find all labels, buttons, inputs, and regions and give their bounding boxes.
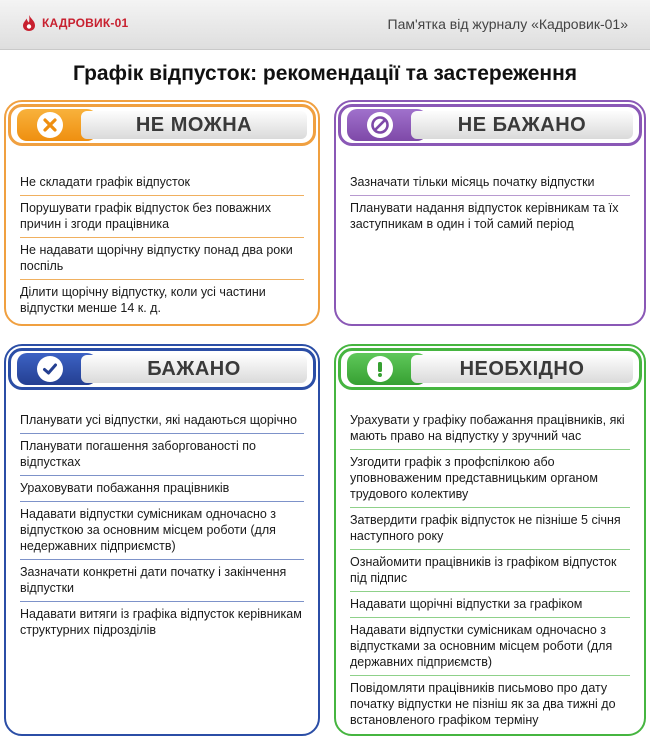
brand-name: КАДРОВИК-01 — [42, 16, 129, 30]
list-item: Ураховувати побажання працівників — [20, 476, 304, 502]
panel-forbidden-title: НЕ МОЖНА — [135, 113, 253, 136]
list-item: Надавати щорічні відпустки за графіком — [350, 592, 630, 618]
flame-logo-icon — [22, 14, 36, 32]
list-item: Надавати витяги із графіка відпусток керівникам структурних підрозділів — [20, 607, 302, 637]
journal-note: Пам'ятка від журналу «Кадровик-01» — [387, 16, 628, 32]
header-bar — [0, 0, 650, 50]
panel-required-header — [338, 348, 642, 390]
brand-logo — [22, 14, 128, 32]
list-item: Не надавати щорічну відпустку понад два роки поспіль — [20, 238, 304, 280]
list-item: Узгодити графік з профспілкою або уповноваженим представницьким органом трудового колективу — [350, 450, 630, 508]
cross-icon — [41, 116, 59, 134]
list-item: Ділити щорічну відпустку, коли усі частини відпустки менше 14 к. д. — [20, 285, 266, 315]
panel-desirable — [4, 344, 320, 736]
list-item: Урахувати у графіку побажання працівників, які мають право на відпустку у зручний час — [350, 408, 630, 450]
list-item: Планувати надання відпусток керівникам та їх заступникам в один і той самий період — [350, 201, 619, 231]
prohibited-icon — [370, 115, 390, 135]
checkmark-icon — [41, 360, 59, 378]
exclamation-icon — [371, 360, 389, 378]
list-item: Не складати графік відпусток — [20, 170, 304, 196]
panel-desirable-list — [20, 408, 304, 643]
panel-forbidden-header — [8, 104, 316, 146]
list-item: Повідомляти працівників письмово про дату початку відпустки не пізніш як за два тижні до встановленого графіком терміну — [350, 681, 616, 727]
panel-required — [334, 344, 646, 736]
panel-undesirable-title: НЕ БАЖАНО — [457, 113, 587, 136]
list-item: Надавати відпустки сумісникам одночасно з відпустками за основним місцем роботи (для державних підприємств) — [350, 618, 630, 676]
panel-undesirable-header — [338, 104, 642, 146]
panel-desirable-header — [8, 348, 316, 390]
panel-desirable-title: БАЖАНО — [147, 357, 241, 380]
panel-forbidden-list — [20, 170, 304, 321]
page-title: Графік відпусток: рекомендації та застереження — [72, 62, 578, 85]
panel-undesirable — [334, 100, 646, 326]
list-item: Порушувати графік відпусток без поважних причин і згоди працівника — [20, 196, 304, 238]
list-item: Планувати погашення заборгованості по відпустках — [20, 434, 304, 476]
panel-forbidden — [4, 100, 320, 326]
panel-required-list — [350, 408, 630, 733]
list-item: Зазначати конкретні дати початку і закінчення відпустки — [20, 560, 304, 602]
panel-undesirable-list — [350, 170, 630, 237]
list-item: Зазначати тільки місяць початку відпустки — [350, 170, 630, 196]
list-item: Затвердити графік відпусток не пізніше 5 січня наступного року — [350, 508, 630, 550]
list-item: Надавати відпустки сумісникам одночасно з відпусткою за основним місцем роботи (для недержавних підприємств) — [20, 502, 304, 560]
list-item: Ознайомити працівників із графіком відпусток під підпис — [350, 550, 630, 592]
list-item: Планувати усі відпустки, які надаються щорічно — [20, 408, 304, 434]
panel-required-title: НЕОБХІДНО — [459, 357, 585, 380]
